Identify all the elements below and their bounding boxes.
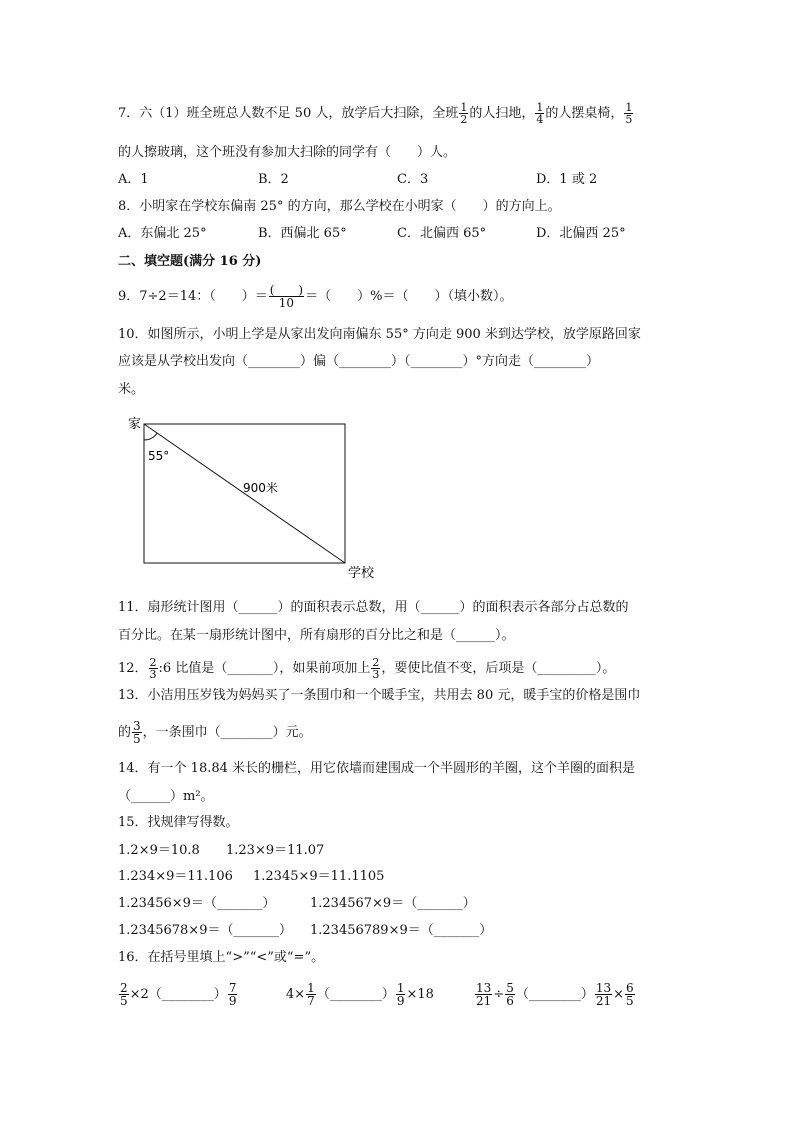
section-heading: 二、填空题(满分 16 分): [118, 254, 262, 269]
school-label: 学校: [348, 566, 375, 581]
angle-label: 55°: [148, 449, 170, 463]
distance-label: 900米: [243, 481, 278, 495]
q15-item: 1.2×9＝10.8: [118, 843, 200, 858]
q15-item: 1.234567×9＝（_______）: [310, 896, 476, 911]
fraction: $\frac{13}{21}$: [595, 981, 612, 1008]
q10-line3: 米。: [118, 382, 145, 397]
q10-line1: 10．如图所示，小明上学是从家出发向南偏东 55° 方向走 900 米到达学校，放学原路回家: [118, 327, 641, 342]
q13-line2: 的 $\frac{3}{5}$ ，一条围巾（________）元。: [118, 719, 312, 746]
q16-expression-1: $\frac{2}{5}$ ×2（________） $\frac{7}{9}$: [120, 981, 237, 1008]
q16-expression-2: 4× $\frac{1}{7}$ （________） $\frac{1}{9}$ ×18: [286, 981, 434, 1008]
direction-figure: [120, 410, 390, 585]
fraction: $\frac{2}{3}$: [149, 656, 157, 681]
q12-line: 12． $\frac{2}{3}$ :6 比值是（_______），如果前项加上 $\frac{2}{3}$ ，要使比值不变，后项是（_________）。: [118, 656, 616, 681]
q11-line2: 百分比。在某一扇形统计图中，所有扇形的百分比之和是（______）。: [118, 628, 515, 643]
q15-item: 1.23×9＝11.07: [226, 843, 325, 858]
fraction: $\frac{7}{9}$: [228, 981, 237, 1008]
q14-line1: 14．有一个 18.84 米长的栅栏，用它依墙而建围成一个半圆形的羊圈，这个羊圈的面积是: [118, 761, 636, 776]
fraction: $\frac{1}{9}$: [396, 981, 405, 1008]
q15-title: 15．找规律写得数。: [118, 815, 239, 830]
q13-line1: 13．小洁用压岁钱为妈妈买了一条围巾和一个暖手宝，共用去 80 元，暖手宝的价格是围巾: [118, 688, 641, 703]
q15-item: 1.2345×9＝11.1105: [253, 869, 385, 884]
fraction: $\frac{1}{5}$: [625, 101, 633, 126]
q7-line1: 7．六（1）班全班总人数不足 50 人，放学后大扫除，全班 $\frac{1}{2}$ 的人扫地， $\frac{1}{4}$ 的人摆桌椅， $\frac{1}{5}$: [118, 101, 633, 126]
angle-arc: [144, 433, 157, 440]
q8-option-a[interactable]: A．东偏北 25°: [118, 226, 207, 241]
q16-expression-3: $\frac{13}{21}$ ÷ $\frac{5}{6}$ （________） $\frac{13}{21}$ × $\frac{6}{5}$: [476, 981, 634, 1008]
fraction: $\frac{3}{5}$: [133, 719, 141, 746]
q15-item: 1.23456789×9＝（_______）: [310, 923, 493, 938]
fraction: $\frac{13}{21}$: [476, 981, 492, 1008]
q8-question: 8．小明家在学校东偏南 25° 的方向，那么学校在小明家（ ）的方向上。: [118, 199, 561, 214]
fraction: $\frac{1}{4}$: [536, 101, 544, 126]
q14-line2: （______）m²。: [118, 789, 214, 804]
q15-item: 1.23456×9＝（_______）: [118, 896, 276, 911]
q7-option-b[interactable]: B．2: [258, 172, 289, 187]
q15-item: 1.2345678×9＝（_______）: [118, 923, 292, 938]
q7-line2: 的人擦玻璃，这个班没有参加大扫除的同学有（ ）人。: [118, 145, 457, 160]
q7-option-c[interactable]: C．3: [397, 172, 429, 187]
q8-option-b[interactable]: B．西偏北 65°: [258, 226, 347, 241]
q11-line1: 11．扇形统计图用（______）的面积表示总数，用（______）的面积表示各部分占总数的: [118, 600, 629, 615]
q10-line2: 应该是从学校出发向（________）偏（________）（________）°方向走（________）: [118, 354, 600, 369]
q7-option-d[interactable]: D．1 或 2: [536, 172, 598, 187]
fraction: $\frac{1}{7}$: [307, 981, 315, 1008]
fraction: $\frac{2}{5}$: [120, 981, 128, 1008]
q7-option-a[interactable]: A．1: [118, 172, 149, 187]
q15-item: 1.234×9＝11.106: [118, 869, 233, 884]
fraction: $\frac{6}{5}$: [626, 981, 634, 1008]
fraction: $\frac{1}{2}$: [460, 101, 468, 126]
fraction: $\frac{2}{3}$: [372, 656, 380, 681]
q8-option-d[interactable]: D．北偏西 25°: [536, 226, 626, 241]
home-label: 家: [128, 417, 142, 432]
q16-title: 16．在括号里填上“>”“<”或“=”。: [118, 950, 325, 965]
q8-option-c[interactable]: C．北偏西 65°: [397, 226, 487, 241]
q9-line: 9．7÷2＝14：（ ）＝ $\frac{( )}{10}$ ＝（ ）%＝（ ）（填小数）。: [118, 283, 513, 310]
fraction: $\frac{5}{6}$: [506, 981, 514, 1008]
fraction: $\frac{( )}{10}$: [269, 283, 304, 310]
